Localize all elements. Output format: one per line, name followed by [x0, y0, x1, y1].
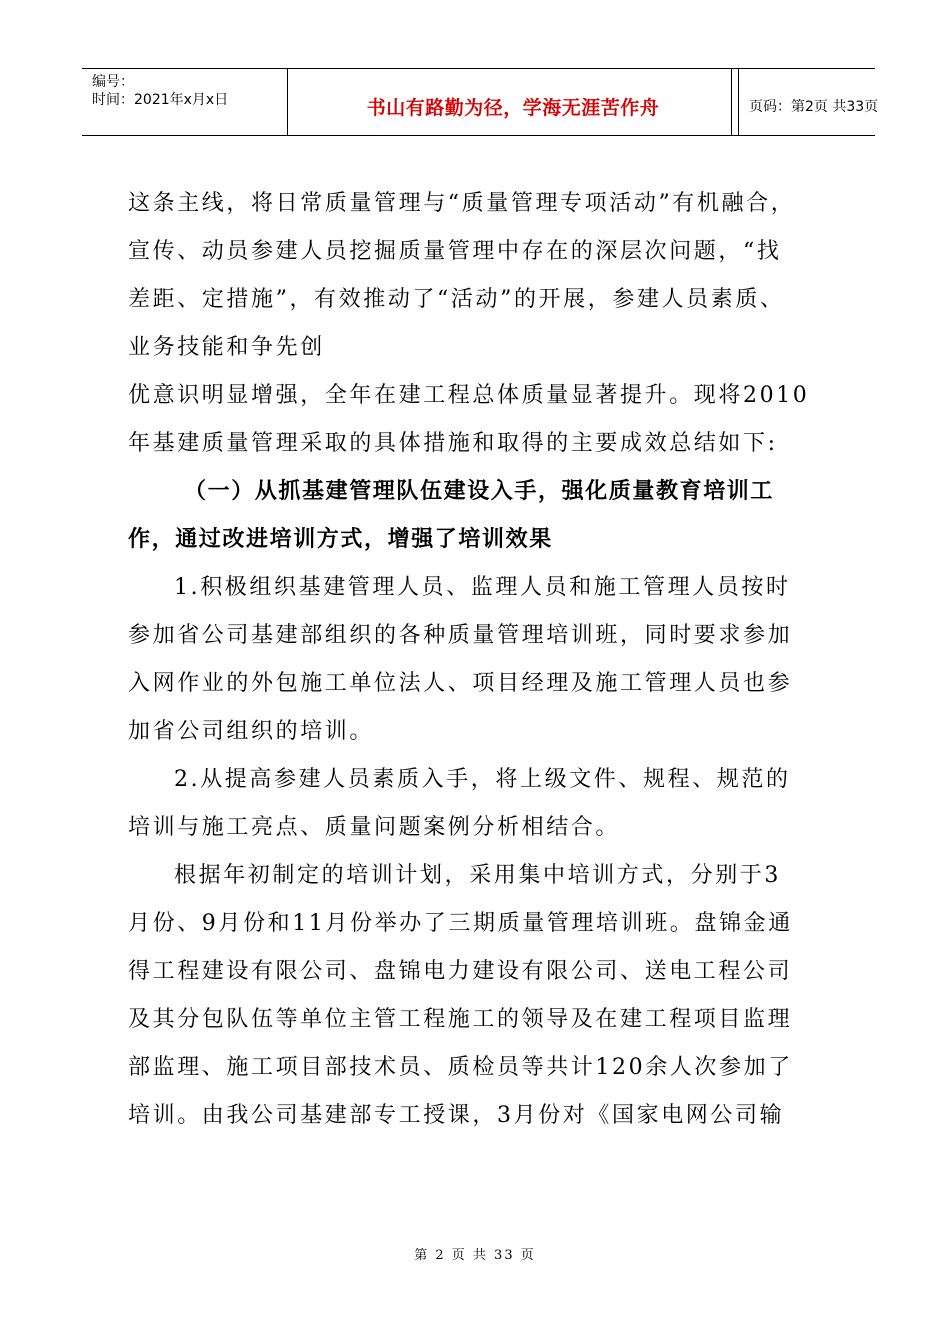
document-body: [128, 180, 840, 1140]
section-heading-cont: 作，通过改进培训方式，增强了培训效果: [128, 527, 553, 552]
header-motto: 书山有路勤为径，学海无涯苦作舟: [366, 96, 660, 119]
body-line: 参加省公司基建部组织的各种质量管理培训班，同时要求参加: [128, 623, 793, 648]
body-line: 入网作业的外包施工单位法人、项目经理及施工管理人员也参: [128, 671, 793, 696]
header-page-cell: [739, 69, 879, 135]
header-divider: [731, 69, 732, 135]
body-line: 这条主线，将日常质量管理与“质量管理专项活动”有机融合，: [128, 191, 796, 216]
body-line: 及其分包队伍等单位主管工程施工的领导及在建工程项目监理: [128, 1007, 793, 1032]
body-line: 1.积极组织基建管理人员、监理人员和施工管理人员按时: [174, 575, 791, 600]
body-line: 差距、定措施”，有效推动了“活动”的开展，参建人员素质、: [128, 287, 785, 312]
section-heading: （一）从抓基建管理队伍建设入手，强化质量教育培训工: [184, 479, 775, 504]
body-line: 业务技能和争先创: [128, 335, 325, 360]
header-meta: [82, 69, 287, 135]
body-line: 宣传、动员参建人员挖掘质量管理中存在的深层次问题，“找: [128, 239, 782, 264]
body-line: 根据年初制定的培训计划，采用集中培训方式，分别于3: [174, 863, 781, 888]
body-line: 2.从提高参建人员素质入手，将上级文件、规程、规范的: [174, 767, 791, 792]
body-line: 培训。由我公司基建部专工授课，3月份对《国家电网公司输: [128, 1103, 785, 1128]
document-number: 编号：: [92, 74, 134, 90]
document-time: 时间：2021年x月x日: [92, 92, 229, 108]
body-line: 优意识明显增强，全年在建工程总体质量显著提升。现将2010: [128, 383, 810, 408]
body-line: 年基建质量管理采取的具体措施和取得的主要成效总结如下:: [128, 431, 778, 456]
body-line: 培训与施工亮点、质量问题案例分析相结合。: [128, 815, 621, 840]
header-motto-cell: [287, 69, 739, 135]
page-footer: 第 2 页 共 33 页: [414, 1248, 536, 1263]
body-line: 加省公司组织的培训。: [128, 719, 375, 744]
body-line: 部监理、施工项目部技术员、质检员等共计120余人次参加了: [128, 1055, 793, 1080]
body-line: 得工程建设有限公司、盘锦电力建设有限公司、送电工程公司: [128, 959, 793, 984]
body-line: 月份、9月份和11月份举办了三期质量管理培训班。盘锦金通: [128, 911, 793, 936]
header-page-info: 页码：第2页 共33页: [749, 99, 879, 115]
page-header: [82, 68, 879, 136]
